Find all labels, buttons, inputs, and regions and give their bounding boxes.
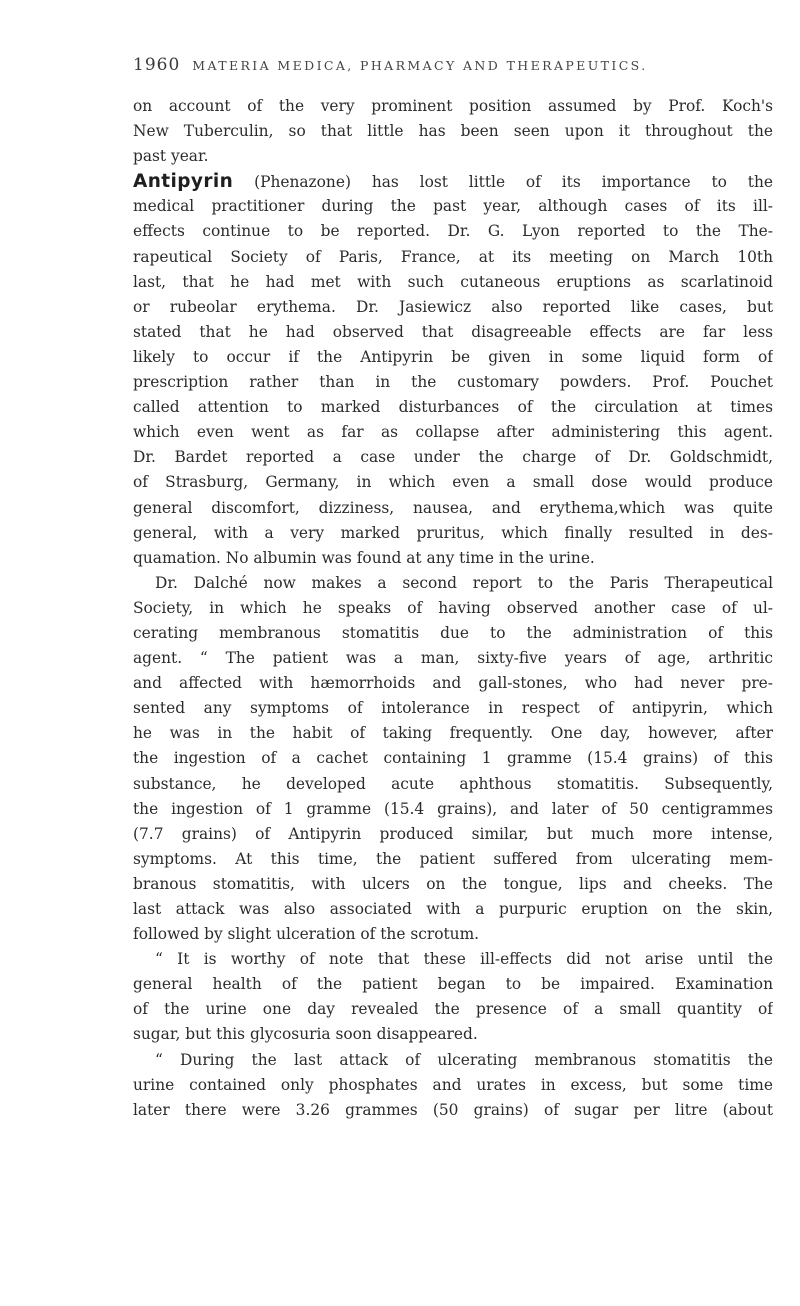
text-line: Society, in which he speaks of having observed another case of ul- bbox=[133, 598, 773, 617]
text-line: symptoms. At this time, the patient suffered from ulcerating mem- bbox=[133, 849, 773, 868]
text-line: last attack was also associated with a purpuric eruption on the skin, bbox=[133, 900, 773, 918]
text-line: last, that he had met with such cutaneous eruptions as scarlatinoid bbox=[133, 272, 773, 291]
text-line: on account of the very prominent position assumed by Prof. Koch's bbox=[133, 97, 773, 115]
text-line: of the urine one day revealed the presence of a small quantity of bbox=[133, 1000, 773, 1019]
text-line: effects continue to be reported. Dr. G. Lyon reported to the The- bbox=[133, 222, 773, 241]
text-line: New Tuberculin, so that little has been seen upon it throughout the bbox=[133, 122, 773, 141]
text-line: Dr. Bardet reported a case under the charge of Dr. Goldschmidt, bbox=[133, 448, 773, 467]
text-line: prescription rather than in the customary powders. Prof. Pouchet bbox=[133, 373, 773, 392]
text-line: Dr. Dalché now makes a second report to the Paris Therapeutical bbox=[155, 573, 773, 592]
text-line: called attention to marked disturbances of the circulation at times bbox=[133, 398, 773, 417]
text-line bbox=[133, 169, 773, 194]
text-line: past year. bbox=[133, 147, 209, 166]
text-line: medical practitioner during the past year, although cases of its ill- bbox=[133, 197, 773, 216]
text-line: rapeutical Society of Paris, France, at its meeting on March 10th bbox=[133, 247, 773, 266]
text-line: or rubeolar erythema. Dr. Jasiewicz also reported like cases, but bbox=[133, 297, 773, 316]
text-line: substance, he developed acute aphthous stomatitis. Subsequently, bbox=[133, 774, 773, 793]
text-line: general, with a very marked pruritus, which finally resulted in des- bbox=[133, 523, 773, 542]
text-line: branous stomatitis, with ulcers on the tongue, lips and cheeks. The bbox=[133, 874, 773, 893]
text-line: sugar, but this glycosuria soon disappeared. bbox=[133, 1025, 478, 1044]
text-line: and affected with hæmorrhoids and gall-stones, who had never pre- bbox=[133, 674, 773, 693]
text-line: the ingestion of 1 gramme (15.4 grains), and later of 50 centigrammes bbox=[133, 799, 773, 818]
running-title: MATERIA MEDICA, PHARMACY AND THERAPEUTICS. bbox=[192, 58, 648, 73]
text-line: general discomfort, dizziness, nausea, and erythema,which was quite bbox=[133, 498, 773, 517]
section-keyword: Antipyrin bbox=[133, 171, 234, 193]
text-line: quamation. No albumin was found at any time in the urine. bbox=[133, 548, 595, 567]
text-line: urine contained only phosphates and urates in excess, but some time bbox=[133, 1075, 773, 1094]
text-line: of Strasburg, Germany, in which even a small dose would produce bbox=[133, 473, 773, 492]
body-text bbox=[133, 94, 773, 1123]
text-line: followed by slight ulceration of the scrotum. bbox=[133, 925, 480, 944]
text-line: general health of the patient began to be impaired. Examination bbox=[133, 975, 773, 994]
text-line: sented any symptoms of intolerance in respect of antipyrin, which bbox=[133, 699, 773, 718]
text-line: stated that he had observed that disagreeable effects are far less bbox=[133, 322, 773, 341]
text-line: the ingestion of a cachet containing 1 gramme (15.4 grains) of this bbox=[133, 749, 773, 768]
text-line: he was in the habit of taking frequently. One day, however, after bbox=[133, 724, 773, 743]
page-number: 1960 bbox=[133, 55, 181, 75]
text-line: “ During the last attack of ulcerating membranous stomatitis the bbox=[155, 1050, 773, 1069]
text-line: cerating membranous stomatitis due to the administration of this bbox=[133, 623, 773, 642]
text-line: (7.7 grains) of Antipyrin produced similar, but much more intense, bbox=[133, 824, 773, 843]
text-line-rest: (Phenazone) has lost little of its importance to the bbox=[254, 173, 773, 192]
text-line: agent. “ The patient was a man, sixty-five years of age, arthritic bbox=[133, 649, 773, 668]
text-line: which even went as far as collapse after administering this agent. bbox=[133, 423, 773, 442]
text-line: likely to occur if the Antipyrin be given in some liquid form of bbox=[133, 347, 773, 366]
running-head bbox=[133, 55, 773, 79]
text-line: later there were 3.26 grammes (50 grains) of sugar per litre (about bbox=[133, 1100, 773, 1119]
text-line: “ It is worthy of note that these ill-effects did not arise until the bbox=[155, 950, 773, 969]
